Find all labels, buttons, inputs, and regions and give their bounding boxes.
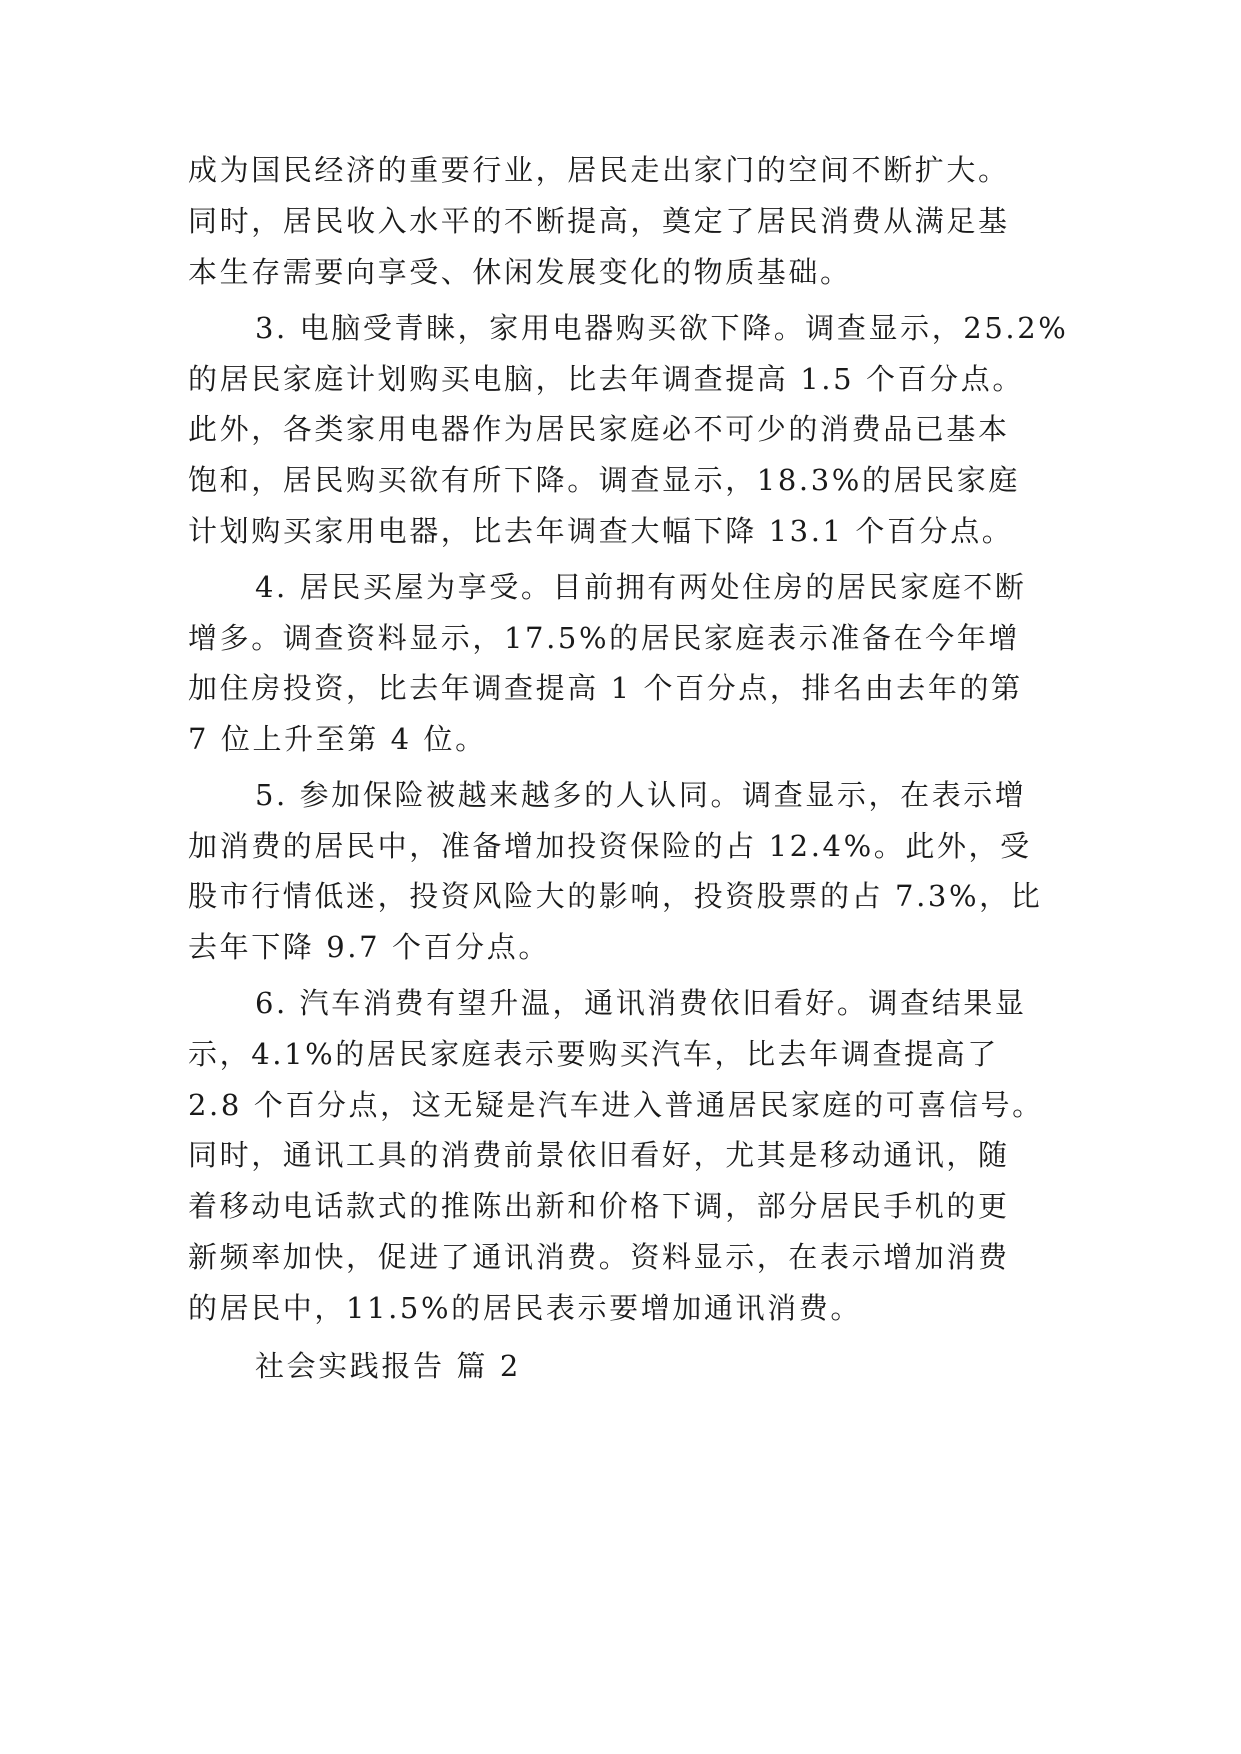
paragraph-3-start: 3. 电脑受青睐，家用电器购买欲下降。调查显示，25.2%	[255, 311, 1069, 345]
text-line: 计划购买家用电器，比去年调查大幅下降 13.1 个百分点。	[188, 514, 1014, 548]
paragraph-6-start: 6. 汽车消费有望升温，通讯消费依旧看好。调查结果显	[255, 986, 1027, 1020]
text-line: 加住房投资，比去年调查提高 1 个百分点，排名由去年的第	[188, 671, 1023, 705]
text-line: 示，4.1%的居民家庭表示要购买汽车，比去年调查提高了	[188, 1037, 999, 1071]
text-line: 饱和，居民购买欲有所下降。调查显示，18.3%的居民家庭	[188, 463, 1020, 497]
text-line: 同时，居民收入水平的不断提高，奠定了居民消费从满足基	[188, 204, 1010, 238]
paragraph-4-start: 4. 居民买屋为享受。目前拥有两处住房的居民家庭不断	[255, 570, 1027, 604]
text-line: 同时，通讯工具的消费前景依旧看好，尤其是移动通讯，随	[188, 1138, 1010, 1172]
paragraph-5-start: 5. 参加保险被越来越多的人认同。调查显示，在表示增	[255, 778, 1027, 812]
text-line: 成为国民经济的重要行业，居民走出家门的空间不断扩大。	[188, 153, 1010, 187]
text-line: 此外，各类家用电器作为居民家庭必不可少的消费品已基本	[188, 412, 1010, 446]
text-line: 7 位上升至第 4 位。	[188, 722, 487, 756]
text-line: 增多。调查资料显示，17.5%的居民家庭表示准备在今年增	[188, 621, 1020, 655]
text-line: 着移动电话款式的推陈出新和价格下调，部分居民手机的更	[188, 1189, 1010, 1223]
text-line: 新频率加快，促进了通讯消费。资料显示，在表示增加消费	[188, 1240, 1010, 1274]
text-line: 加消费的居民中，准备增加投资保险的占 12.4%。此外，受	[188, 829, 1032, 863]
text-line: 本生存需要向享受、休闲发展变化的物质基础。	[188, 255, 852, 289]
text-line: 股市行情低迷，投资风险大的影响，投资股票的占 7.3%，比	[188, 879, 1043, 913]
text-line: 的居民家庭计划购买电脑，比去年调查提高 1.5 个百分点。	[188, 362, 1024, 396]
text-line: 2.8 个百分点，这无疑是汽车进入普通居民家庭的可喜信号。	[188, 1088, 1044, 1122]
text-line: 去年下降 9.7 个百分点。	[188, 930, 550, 964]
text-line: 的居民中，11.5%的居民表示要增加通讯消费。	[188, 1291, 862, 1325]
section-heading: 社会实践报告 篇 2	[255, 1349, 521, 1383]
